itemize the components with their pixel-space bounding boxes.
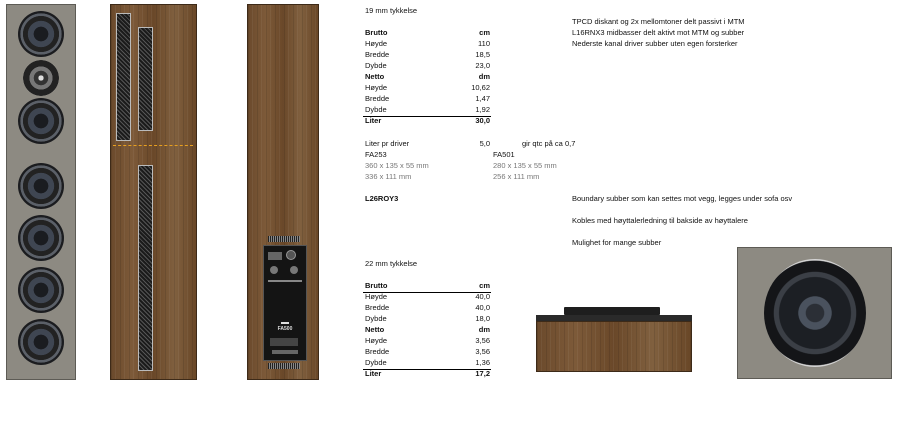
subwoofer-cabinet [536,321,692,372]
sub-note-multiple: Mulighet for mange subber [572,238,662,247]
power-inlet [270,338,298,346]
sub-note-boundary: Boundary subber som kan settes mot vegg, legges under sofa osv [572,194,793,203]
liter-per-driver-value: 5,0 [479,139,490,148]
qtc-note: gir qtc på ca 0,7 [522,139,576,148]
plate-trim [268,280,302,282]
brutto-unit: cm [479,28,490,37]
s2-netto-height-label: Høyde [365,336,388,345]
s2-brutto-depth-label: Dybde [365,314,387,323]
s2-brutto-width-value: 40,0 [475,303,490,312]
thickness-19: 19 mm tykkelse [365,6,418,15]
divider-line [113,145,193,146]
midrange-driver-top [18,11,64,57]
plate-logo: FA500 [277,326,293,332]
note-subber: Nederste kanal driver subber uten egen forsterker [572,39,738,48]
subwoofer-side-view [536,307,692,372]
midbass-driver-3 [18,267,64,313]
plate-connector [268,252,282,260]
port-slot-bottom [138,165,153,371]
s2-netto-width-label: Bredde [365,347,390,356]
s2-netto-unit: dm [478,325,490,334]
s1-netto-width-value: 1,47 [475,94,490,103]
s1-brutto-depth-label: Dybde [365,61,387,70]
s2-brutto-depth-value: 18,0 [475,314,490,323]
subwoofer-front-view [737,247,892,379]
s2-netto-height-value: 3,56 [475,336,490,345]
s1-netto-width-label: Bredde [365,94,390,103]
s1-netto-height-value: 10,62 [471,83,490,92]
crossover-knob [270,266,278,274]
fa501-size-outer: 280 x 135 x 55 mm [493,161,557,170]
rear-vent-bottom [268,363,300,369]
netto-label: Netto [365,72,385,81]
s2-brutto-height-label: Høyde [365,292,388,301]
plate-logo-icon [281,316,289,324]
speaker-front-view [6,4,76,380]
liter-per-driver-label: Liter pr driver [365,139,410,148]
fa253-size-inner: 336 x 111 mm [365,172,412,181]
s2-liter-label: Liter [365,369,382,378]
subwoofer-driver [764,259,866,367]
power-switch [272,350,298,354]
thickness-22: 22 mm tykkelse [365,259,418,268]
midrange-driver-bottom [18,98,64,144]
s1-netto-height-label: Høyde [365,83,388,92]
amplifier-plate [263,245,307,361]
tweeter [23,60,59,96]
s2-brutto-height-value: 40,0 [475,292,490,301]
netto-unit: dm [478,72,490,81]
s2-brutto-width-label: Bredde [365,303,390,312]
subwoofer-amp-top [564,307,660,315]
s1-brutto-width-label: Bredde [365,50,390,59]
sub-model: L26ROY3 [365,194,399,203]
fa501-name: FA501 [493,150,515,159]
s2-netto-width-value: 3,56 [475,347,490,356]
midbass-driver-1 [18,163,64,209]
midbass-driver-4 [18,319,64,365]
speaker-side-view [110,4,197,380]
midbass-driver-2 [18,215,64,261]
liter-label: Liter [365,116,382,125]
rear-vent-top [268,236,300,242]
fa501-size-inner: 256 x 111 mm [493,172,540,181]
fa253-name: FA253 [365,150,387,159]
gain-knob [286,250,296,260]
liter-value: 30,0 [475,116,490,125]
s1-brutto-width-value: 18,5 [475,50,490,59]
phase-knob [290,266,298,274]
s2-netto-depth-value: 1,36 [475,358,490,367]
note-tpcd: TPCD diskant og 2x mellomtoner delt passivt i MTM [572,17,745,26]
sub-note-cabling: Kobles med høyttalerledning til bakside av høyttalere [572,216,748,225]
s2-netto-label: Netto [365,325,385,334]
s1-netto-depth-value: 1,92 [475,105,490,114]
speaker-rear-view [247,4,319,380]
port-slot-top-left [116,13,131,141]
s2-netto-depth-label: Dybde [365,358,387,367]
note-l16rnx3: L16RNX3 midbasser delt aktivt mot MTM og subber [572,28,745,37]
brutto-label: Brutto [365,28,388,37]
s1-netto-depth-label: Dybde [365,105,387,114]
s1-brutto-height-label: Høyde [365,39,388,48]
fa253-size-outer: 360 x 135 x 55 mm [365,161,429,170]
s2-brutto-label: Brutto [365,281,388,290]
s1-brutto-height-value: 110 [478,39,490,48]
s2-brutto-unit: cm [479,281,490,290]
s2-liter-value: 17,2 [475,369,490,378]
s1-brutto-depth-value: 23,0 [475,61,490,70]
port-slot-top-right [138,27,153,131]
